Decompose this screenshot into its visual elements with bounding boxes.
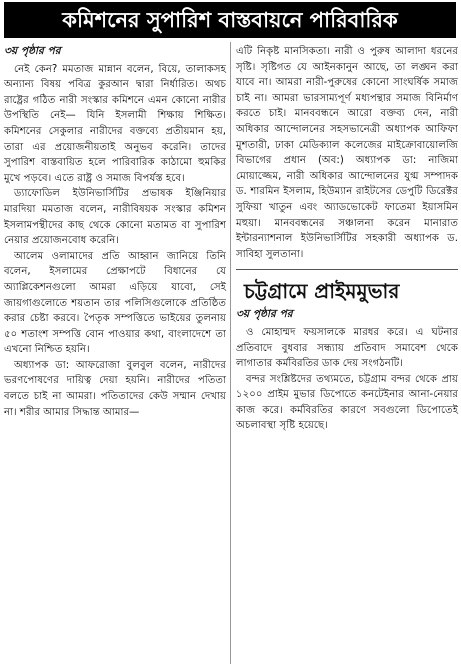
- headline: কমিশনের সুপারিশ বাস্তবায়নে পারিবারিক: [4, 2, 456, 38]
- article-paragraph: ড্যাফোডিল ইউনিভার্সিটির প্রভাষক ইঞ্জিনিয়ার মারদিয়া মমতাজ বলেন, নারীবিষয়ক সংস্কার কমিশন ইসলামপন্থীদের কাছ থেকে কোনো মতামত বা সুপারিশ নেয়ার প্রয়োজনবোধ করেনি।: [4, 188, 226, 247]
- column-divider: [230, 42, 231, 664]
- article-paragraph: বন্দর সংশ্লিষ্টদের তথ্যমতে, চট্টগ্রাম বন্দর থেকে প্রায় ১২০০ প্রাইম মুভার ডিপোতে কনটেইনার আনা-নেয়ার কাজ করে। কর্মবিরতির কারণে সবগুলো ডিপোতেই অচলাবস্থা সৃষ্টি হয়েছে।: [236, 373, 458, 432]
- right-column: [236, 44, 458, 434]
- article-paragraph: এটি নিকৃষ্ট মানসিকতা। নারী ও পুরুষ আলাদা ধরনের সৃষ্টি। সৃষ্টিগত যে আইনকানুন আছে, তা লঙ্ঘন করা যাবে না। আমরা নারী-পুরুষের কোনো সাংঘর্ষিক সমাজ চাই না। আমরা ভারসাম্যপূর্ণ মধ্যপন্থার সমাজ বিনির্মাণ করতে চাই। মানববন্ধনে আরো বক্তব্য দেন, নারী অধিকার আন্দোলনের সহসভানেত্রী অধ্যাপক আফিফা মুশতারী, ঢাকা মেডিক্যাল কলেজের মাইক্রোবায়োলজি বিভাগের প্রধান (অব:) অধ্যাপক ডা: নাজিমা মোয়াজ্জেম, নারী অধিকার আন্দোলনের যুগ্ম সম্পাদক ড. শারমিন ইসলাম, হিউম্যান রাইটসের ডেপুটি ডিরেক্টর সুফিয়া খাতুন এবং অ্যাডভোকেট ফাতেমা ইয়াসমিন মহুয়া। মানববন্ধনের সঞ্চালনা করেন মানারাত ইন্টারন্যাশনাল ইউনিভার্সিটির সহকারী অধ্যাপক ড. সাবিহা সুলতানা।: [236, 46, 458, 260]
- left-column: [4, 44, 226, 420]
- article-paragraph: নেই কেন? মমতাজ মান্নান বলেন, বিয়ে, তালাকসহ অন্যান্য বিষয় পবিত্র কুরআন দ্বারা নির্ধারিত। অথচ রাষ্ট্রের গঠিত নারী সংস্কার কমিশনে এমন কোনো নারীর উপস্থিতি নেই— যিনি ইসলামী শিক্ষায় শিক্ষিত। কমিশনের সেকুলার নারীদের বক্তব্যে প্রতীয়মান হয়, তারা এর প্রয়োজনীয়তাই অনুভব করেনি। তাদের সুপারিশ বাস্তবায়িত হলে পারিবারিক কাঠামো হুমকির মুখে পড়বে। এতে রাষ্ট্র ও সমাজ বিপর্যস্ত হবে।: [4, 63, 226, 184]
- article-paragraph: আলেম ওলামাদের প্রতি আহ্বান জানিয়ে তিনি বলেন, ইসলামের প্রেক্ষাপটে বিধানের যে অ্যাপ্লিকেশনগুলো আমরা এড়িয়ে যাবো, সেই জায়গাগুলোতে শয়তান তার পলিসিগুলোকে প্রতিষ্ঠিত করার চেষ্টা করবে। পৈতৃক সম্পত্তিতে ভাইয়ের তুলনায় ৫০ শতাংশ সম্পত্তি বোন পাওয়ার কথা, বাংলাদেশে তা এখনো নিশ্চিত হয়নি।: [4, 250, 226, 356]
- continued-label: ৩য় পৃষ্ঠার পর: [4, 45, 61, 57]
- section-divider: [236, 269, 458, 270]
- second-headline: চট্টগ্রামে প্রাইমমুভার: [244, 279, 400, 304]
- article-paragraph: অধ্যাপক ডা: আফরোজা বুলবুল বলেন, নারীদের ভরণপোষণের দায়িত্ব দেয়া হয়নি। নারীদের পতিতা বলতে চাই না আমরা। পতিতাদের কেউ সম্মান দেখায় না। শরীর আমার সিদ্ধান্ত আমার—: [4, 359, 226, 418]
- article-paragraph: ও মোহাম্মদ ফয়সালকে মারধর করে। এ ঘটনার প্রতিবাদে বুধবার সন্ধ্যায় প্রতিবাদ সমাবেশ থেকে লাগাতার কর্মবিরতির ডাক দেয় সংগঠনটি।: [236, 326, 458, 370]
- continued-label-2: ৩য় পৃষ্ঠার পর: [236, 308, 293, 321]
